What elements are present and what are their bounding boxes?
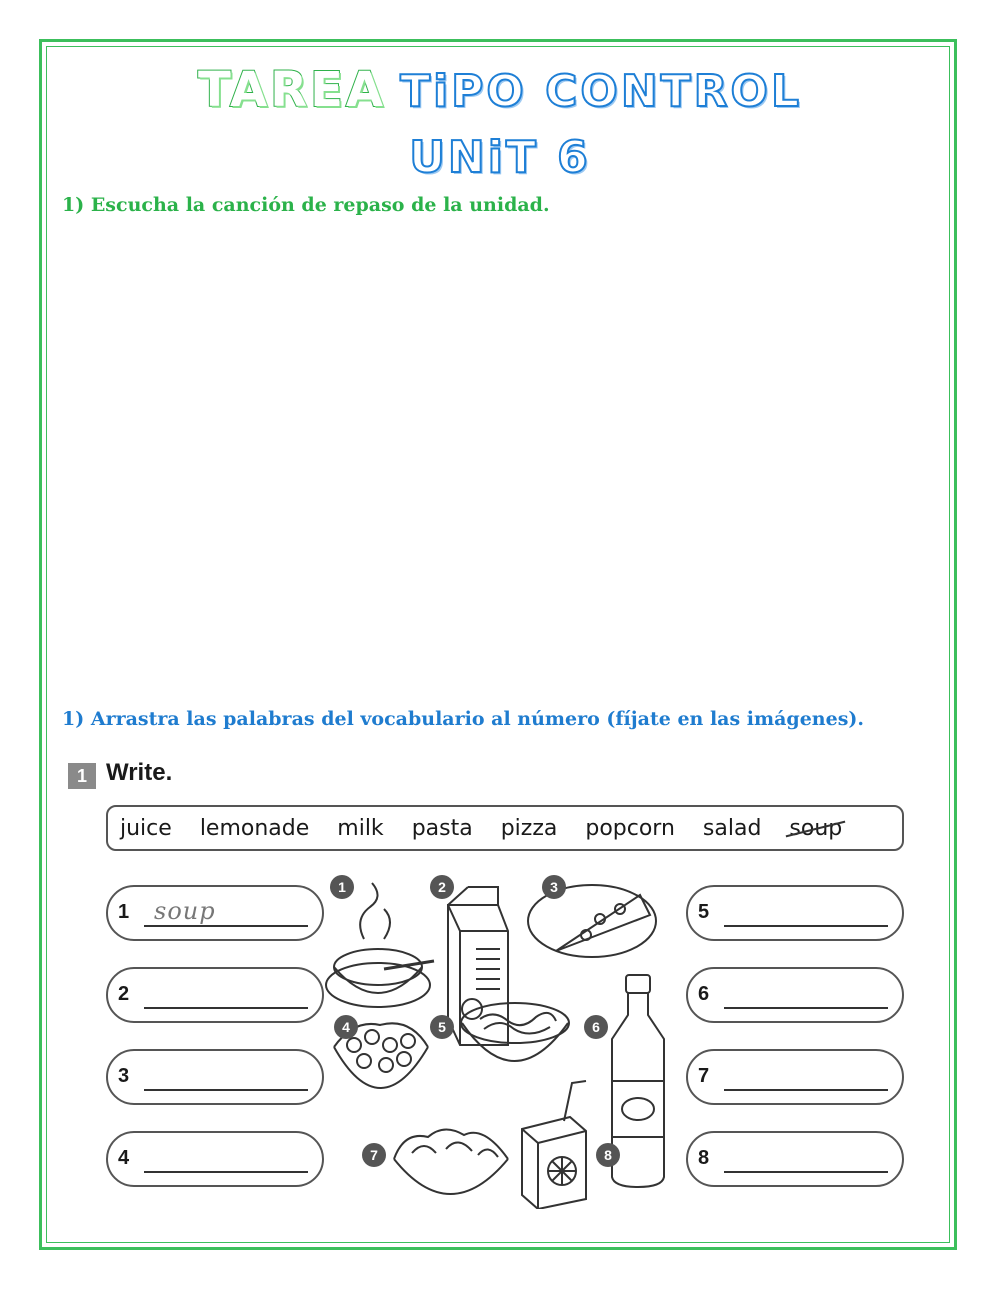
- answer-box-2[interactable]: [106, 967, 324, 1023]
- word-bank-item[interactable]: milk: [337, 815, 384, 841]
- answer-line: [144, 925, 308, 927]
- juice-box-icon: [522, 1081, 586, 1209]
- picture-number-badge: 6: [584, 1015, 608, 1039]
- answer-line: [724, 1089, 888, 1091]
- word-bank-item[interactable]: pasta: [411, 815, 473, 841]
- answer-number: 1: [118, 901, 130, 923]
- answer-number: 8: [698, 1147, 710, 1169]
- answer-box-6[interactable]: [686, 967, 904, 1023]
- picture-number-badge: 4: [334, 1015, 358, 1039]
- picture-number-badge: 1: [330, 875, 354, 899]
- page-subtitle: UNiT 6: [409, 132, 591, 183]
- answer-line: [724, 1007, 888, 1009]
- title-tipo-control: TiPO CONTROL: [400, 66, 802, 117]
- page-title: [0, 62, 1000, 118]
- soup-bowl-icon: [326, 883, 434, 1007]
- pasta-bowl-icon: [461, 1003, 569, 1061]
- answer-box-7[interactable]: [686, 1049, 904, 1105]
- answer-line: [724, 925, 888, 927]
- answer-line: [144, 1089, 308, 1091]
- answer-number: 7: [698, 1065, 710, 1087]
- title-tarea: TAREA: [198, 62, 387, 118]
- salad-bowl-icon: [394, 1129, 508, 1194]
- word-bank-item[interactable]: salad: [702, 815, 762, 841]
- picture-number-badge: 7: [362, 1143, 386, 1167]
- instruction-listen: 1) Escucha la canción de repaso de la unidad.: [62, 194, 550, 216]
- answer-box-5[interactable]: [686, 885, 904, 941]
- picture-number-badge: 3: [542, 875, 566, 899]
- answer-number: 6: [698, 983, 710, 1005]
- answer-number: 4: [118, 1147, 130, 1169]
- answer-line: [144, 1171, 308, 1173]
- answer-number: 2: [118, 983, 130, 1005]
- word-bank-item[interactable]: juice: [120, 815, 172, 841]
- instruction-drag: 1) Arrastra las palabras del vocabulario al número (fíjate en las imágenes).: [62, 708, 865, 730]
- picture-number-badge: 8: [596, 1143, 620, 1167]
- word-bank-item[interactable]: popcorn: [585, 815, 675, 841]
- picture-number-badge: 5: [430, 1015, 454, 1039]
- answer-box-8[interactable]: [686, 1131, 904, 1187]
- word-bank-item[interactable]: pizza: [500, 815, 558, 841]
- write-exercise: [62, 745, 922, 1215]
- answer-box-1[interactable]: [106, 885, 324, 941]
- word-bank: [106, 805, 904, 851]
- picture-number-badge: 2: [430, 875, 454, 899]
- answer-box-4[interactable]: [106, 1131, 324, 1187]
- answer-line: [724, 1171, 888, 1173]
- exercise-number-badge: 1: [68, 763, 96, 789]
- word-bank-item[interactable]: lemonade: [199, 815, 310, 841]
- answer-line: [144, 1007, 308, 1009]
- milk-carton-icon: [448, 887, 508, 1045]
- exercise-title: Write.: [106, 759, 173, 786]
- answer-number: 3: [118, 1065, 130, 1087]
- answer-box-3[interactable]: [106, 1049, 324, 1105]
- word-bank-item-used[interactable]: soup: [789, 815, 843, 841]
- answer-value: soup: [154, 897, 216, 925]
- answer-number: 5: [698, 901, 710, 923]
